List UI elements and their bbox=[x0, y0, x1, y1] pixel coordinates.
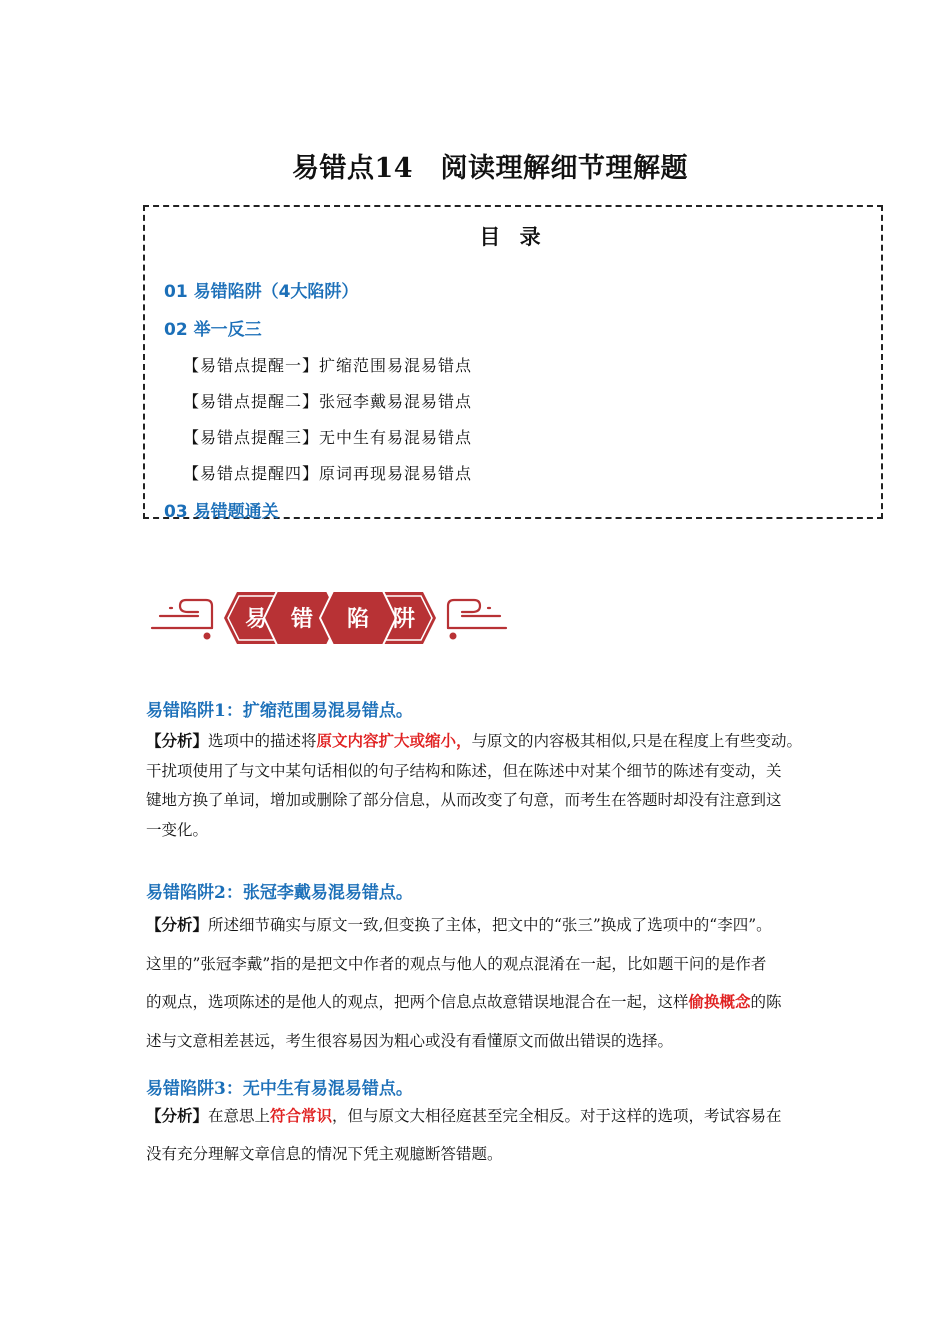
highlight-text: 偷换概念 bbox=[688, 992, 751, 1011]
analysis-tag: 【分析】 bbox=[146, 1106, 209, 1125]
left-cloud-ornament bbox=[152, 600, 212, 628]
toc-section-02[interactable]: 02 举一反三 bbox=[164, 320, 262, 340]
highlight-text: 原文内容扩大或缩小， bbox=[316, 731, 472, 750]
table-of-contents bbox=[143, 205, 883, 522]
toc-section-03[interactable]: 03 易错题通关 bbox=[164, 502, 279, 522]
page-title: 易错点14 阅读理解细节理解题 bbox=[291, 153, 689, 184]
banner-char-3: 陷 bbox=[346, 607, 370, 632]
toc-heading: 目 录 bbox=[479, 225, 547, 249]
trap-2-analysis: 【分析】所述细节确实与原文一致,但变换了主体，把文中的“张三”换成了选项中的“李四”。 这里的”张冠李戴”指的是把文中作者的观点与他人的观点混淆在一起，比如题干问的是作者 的观点，选项陈述的是他人的观点，把两个信息点故意错误地混合在一起，这样偷换概念的陈 述与文意相差甚远，考生很容易因为粗心或没有看懂原文而做出错误的选择。 bbox=[146, 915, 782, 1050]
banner-char-1: 易 bbox=[244, 607, 268, 632]
left-dot bbox=[204, 633, 211, 640]
trap-1-analysis: 【分析】选项中的描述将原文内容扩大或缩小，与原文的内容极其相似,只是在程度上有些变动。 干扰项使用了与文中某句话相似的句子结构和陈述，但在陈述中对某个细节的陈述有变动，关 键地方换了单词，增加或删除了部分信息，从而改变了句意，而考生在答题时却没有注意到这 一变化。 bbox=[146, 731, 802, 839]
analysis-tag: 【分析】 bbox=[146, 915, 209, 934]
right-cloud-ornament bbox=[448, 600, 506, 628]
trap-3-analysis: 【分析】在意思上符合常识，但与原文大相径庭甚至完全相反。对于这样的选项，考试容易在 没有充分理解文章信息的情况下凭主观臆断答错题。 bbox=[146, 1106, 782, 1163]
analysis-tag: 【分析】 bbox=[146, 731, 209, 750]
trap-2-heading: 易错陷阱2：张冠李戴易混易错点。 bbox=[146, 883, 413, 903]
toc-section-01[interactable]: 01 易错陷阱（4大陷阱） bbox=[164, 282, 359, 302]
banner-char-2: 错 bbox=[290, 607, 314, 632]
right-dot bbox=[450, 633, 457, 640]
trap-1-heading: 易错陷阱1：扩缩范围易混易错点。 bbox=[146, 701, 413, 721]
toc-subitem-3[interactable]: 【易错点提醒三】无中生有易混易错点 bbox=[183, 428, 473, 447]
toc-subitem-1[interactable]: 【易错点提醒一】扩缩范围易混易错点 bbox=[183, 356, 473, 375]
trap-3-heading: 易错陷阱3：无中生有易混易错点。 bbox=[146, 1079, 413, 1099]
trap-banner bbox=[150, 588, 510, 648]
banner-char-4: 阱 bbox=[392, 607, 416, 632]
toc-subitem-4[interactable]: 【易错点提醒四】原词再现易混易错点 bbox=[183, 464, 473, 483]
highlight-text: 符合常识 bbox=[270, 1106, 333, 1125]
toc-subitem-2[interactable]: 【易错点提醒二】张冠李戴易混易错点 bbox=[183, 392, 473, 411]
